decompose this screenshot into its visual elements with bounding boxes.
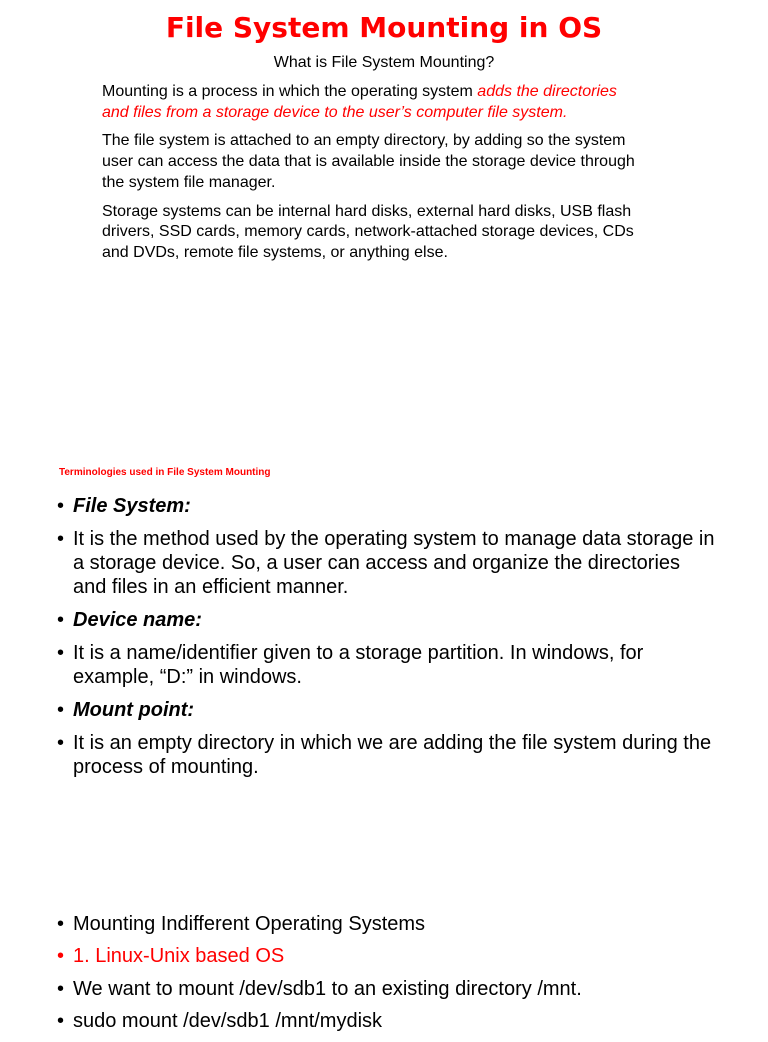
intro-section — [102, 82, 642, 272]
os-subheading-linux: • 1. Linux-Unix based OS — [57, 944, 737, 968]
term-item-file-system — [57, 494, 717, 518]
terminology-heading: Terminologies used in File System Mounting — [59, 467, 271, 478]
term-description-device-name: • It is a name/identifier given to a storage partition. In windows, for example, “D:” in windows. — [57, 641, 717, 689]
page-subtitle: What is File System Mounting? — [273, 54, 495, 71]
intro-paragraph-mounting-text: Mounting is a process in which the operating system — [102, 83, 478, 100]
term-description-mount-point: • It is an empty directory in which we are adding the file system during the process of mounting. — [57, 731, 717, 779]
term-label: Mount point: — [73, 698, 195, 721]
term-item-device-name — [57, 608, 717, 632]
os-mount-command: • sudo mount /dev/sdb1 /mnt/mydisk — [57, 1009, 737, 1033]
terminology-list — [57, 494, 717, 788]
intro-paragraph-attach: The file system is attached to an empty directory, by adding so the system user can access the data that is available inside the storage device through the system file manager. — [102, 132, 635, 191]
intro-paragraph-mounting — [102, 82, 642, 123]
term-label: File System: — [73, 495, 191, 517]
term-description-file-system: • It is the method used by the operating system to manage data storage in a storage device. So, a user can access and organize the directories and files in an efficient manner. — [57, 527, 717, 600]
page-title: File System Mounting in OS — [165, 11, 603, 44]
os-section-heading: • Mounting Indifferent Operating Systems — [57, 912, 737, 936]
os-mount-instruction: • We want to mount /dev/sdb1 to an existing directory /mnt. — [57, 977, 737, 1001]
term-item-mount-point — [57, 698, 717, 722]
intro-highlight-text: adds the directories and files from a storage device to the user’s computer file system. — [102, 83, 617, 121]
intro-paragraph-storage: Storage systems can be internal hard disks, external hard disks, USB flash drivers, SSD cards, memory cards, network-attached storage devices, CDs and DVDs, remote file systems, or anything else. — [102, 202, 634, 261]
term-label: Device name: — [73, 609, 202, 631]
os-section-list — [57, 912, 737, 1042]
